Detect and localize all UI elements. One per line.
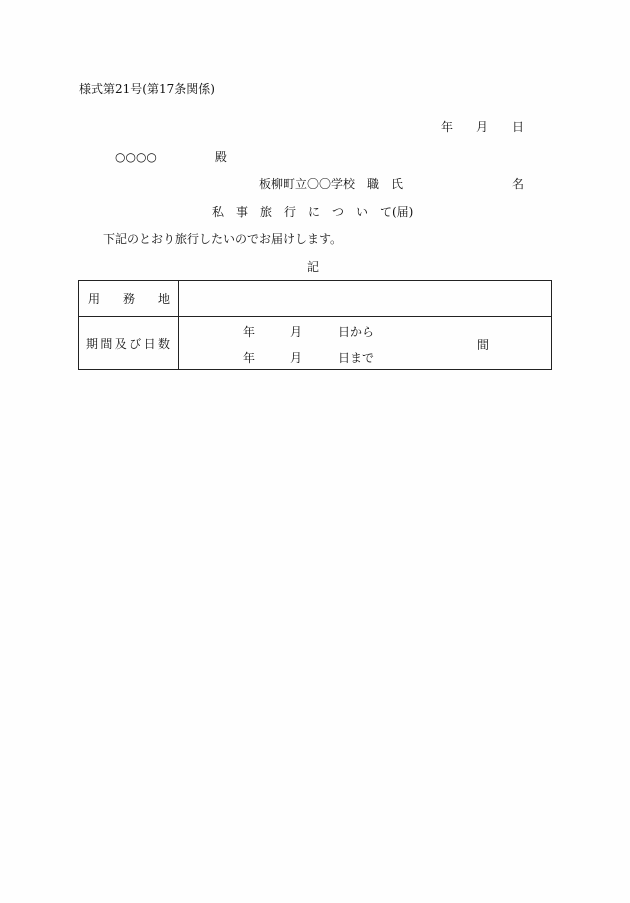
destination-value-cell[interactable] <box>179 281 552 317</box>
form-number: 様式第21号(第17条関係) <box>79 82 215 96</box>
period-label-cell <box>79 317 179 370</box>
date-month: 月 <box>476 120 489 134</box>
sender-name-label: 名 <box>512 177 525 191</box>
period-from-month: 月 <box>290 325 303 339</box>
date-year: 年 <box>441 120 454 134</box>
sender-org-title: 板柳町立〇〇学校 職 氏 <box>259 177 404 191</box>
destination-label-char: 地 <box>157 292 170 306</box>
period-label-char: び <box>129 336 142 351</box>
period-between: 間 <box>477 338 490 352</box>
table-row-destination <box>79 281 552 317</box>
period-to-month: 月 <box>290 351 303 365</box>
period-to-year: 年 <box>243 351 256 365</box>
addressee-name: ○○○○ <box>115 150 157 164</box>
destination-label-cell <box>79 281 179 317</box>
period-label-char: 及 <box>114 336 127 351</box>
period-label-char: 間 <box>100 336 113 351</box>
addressee-honorific: 殿 <box>214 150 227 164</box>
period-from-line <box>243 323 374 340</box>
date-line <box>441 120 524 134</box>
destination-label-char: 務 <box>122 292 135 306</box>
ki-heading: 記 <box>307 260 320 274</box>
period-to-line <box>243 349 374 366</box>
period-label-char: 数 <box>157 336 170 351</box>
sender-line <box>259 177 524 191</box>
addressee-line <box>115 150 227 164</box>
period-to-suffix: 日まで <box>338 351 375 365</box>
document-title: 私 事 旅 行 に つ い て(届) <box>212 205 414 219</box>
destination-label-char: 用 <box>88 292 101 306</box>
table-row-period <box>79 317 552 370</box>
period-from-year: 年 <box>243 325 256 339</box>
period-label-char: 期 <box>86 336 99 351</box>
period-value-cell[interactable] <box>179 317 552 370</box>
period-from-suffix: 日から <box>338 325 375 339</box>
body-text: 下記のとおり旅行したいのでお届けします。 <box>103 232 343 246</box>
detail-table <box>78 280 552 370</box>
date-day: 日 <box>512 120 525 134</box>
period-label-char: 日 <box>143 336 156 351</box>
